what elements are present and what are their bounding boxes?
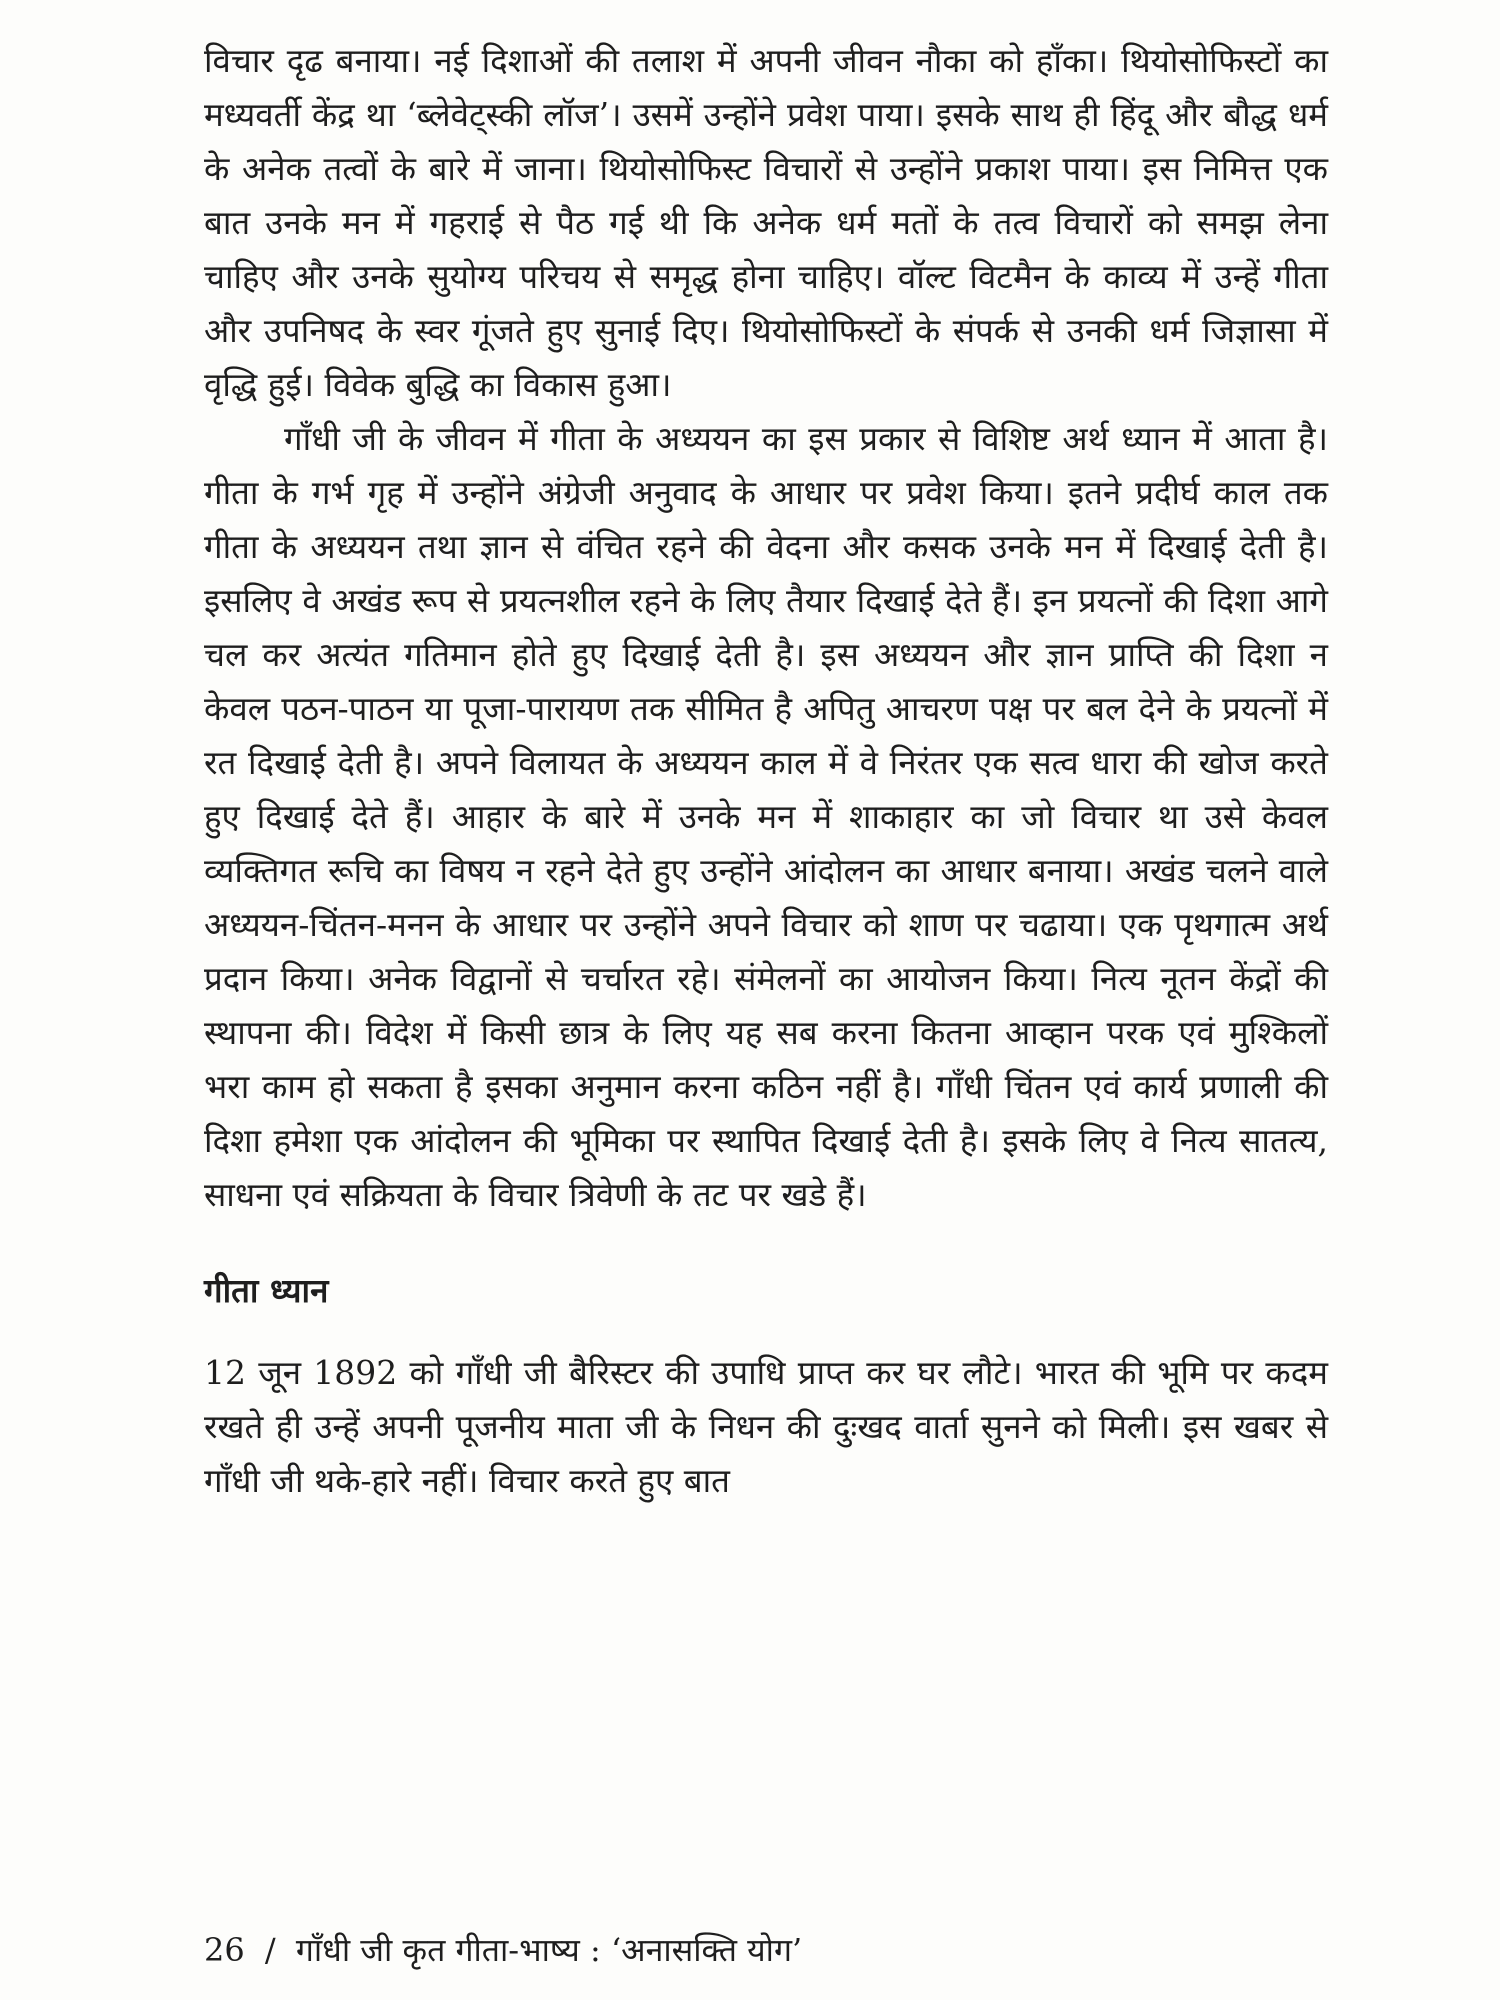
paragraph-gita-study: गाँधी जी के जीवन में गीता के अध्ययन का इस प्रकार से विशिष्ट अर्थ ध्यान में आता है। गीता के गर्भ गृह में उन्होंने अंग्रेजी अनुवाद के आधार पर प्रवेश किया। इतने प्रदीर्घ काल तक गीता के अध्ययन तथा ज्ञान से वंचित रहने की वेदना और कसक उनके मन में दिखाई देती है। इसलिए वे अखंड रूप से प्रयत्नशील रहने के लिए तैयार दिखाई देते हैं। इन प्रयत्नों की दिशा आगे चल कर अत्यंत गतिमान होते हुए दिखाई देती है। इस अध्ययन और ज्ञान प्राप्ति की दिशा न केवल पठन-पाठन या पूजा-पारायण तक सीमित है अपितु आचरण पक्ष पर बल देने के प्रयत्नों में रत दिखाई देती है। अपने विलायत के अध्ययन काल में वे निरंतर एक सत्व धारा की खोज करते हुए दिखाई देते हैं। आहार के बारे में उनके मन में शाकाहार का जो विचार था उसे केवल व्यक्तिगत रूचि का विषय न रहने देते हुए उन्होंने आंदोलन का आधार बनाया। अखंड चलने वाले अध्ययन-चिंतन-मनन के आधार पर उन्होंने अपने विचार को शाण पर चढाया। एक पृथगात्म अर्थ प्रदान किया। अनेक विद्वानों से चर्चारत रहे। संमेलनों का आयोजन किया। नित्य नूतन केंद्रों की स्थापना की। विदेश में किसी छात्र के लिए यह सब करना कितना आव्हान परक एवं मुश्किलों भरा काम हो सकता है इसका अनुमान करना कठिन नहीं है। गाँधी चिंतन एवं कार्य प्रणाली की दिशा हमेशा एक आंदोलन की भूमिका पर स्थापित दिखाई देती है। इसके लिए वे नित्य सातत्य, साधना एवं सक्रियता के विचार त्रिवेणी के तट पर खडे हैं। [204, 419, 1328, 1214]
footer-separator: / [264, 1931, 276, 1969]
page-body [204, 34, 1328, 1508]
paragraph-theosophy: विचार दृढ बनाया। नई दिशाओं की तलाश में अपनी जीवन नौका को हाँका। थियोसोफिस्टों का मध्यवर्ती केंद्र था ‘ब्लेवेट्स्की लॉज’। उसमें उन्होंने प्रवेश पाया। इसके साथ ही हिंदू और बौद्ध धर्म के अनेक तत्वों के बारे में जाना। थियोसोफिस्ट विचारों से उन्होंने प्रकाश पाया। इस निमित्त एक बात उनके मन में गहराई से पैठ गई थी कि अनेक धर्म मतों के तत्व विचारों को समझ लेना चाहिए और उनके सुयोग्य परिचय से समृद्ध होना चाहिए। वॉल्ट विटमैन के काव्य में उन्हें गीता और उपनिषद के स्वर गूंजते हुए सुनाई दिए। थियोसोफिस्टों के संपर्क से उनकी धर्म जिज्ञासा में वृद्धि हुई। विवेक बुद्धि का विकास हुआ। [204, 41, 1328, 404]
page-footer [204, 1928, 802, 1972]
book-title: गाँधी जी कृत गीता-भाष्य : ‘अनासक्ति योग’ [295, 1931, 803, 1969]
paragraph-gita-dhyan: 12 जून 1892 को गाँधी जी बैरिस्टर की उपाधि प्राप्त कर घर लौटे। भारत की भूमि पर कदम रखते ही उन्हें अपनी पूजनीय माता जी के निधन की दुःखद वार्ता सुनने को मिली। इस खबर से गाँधी जी थके-हारे नहीं। विचार करते हुए बात [204, 1353, 1328, 1500]
page-number: 26 [204, 1931, 245, 1969]
section-heading: गीता ध्यान [204, 1271, 329, 1310]
